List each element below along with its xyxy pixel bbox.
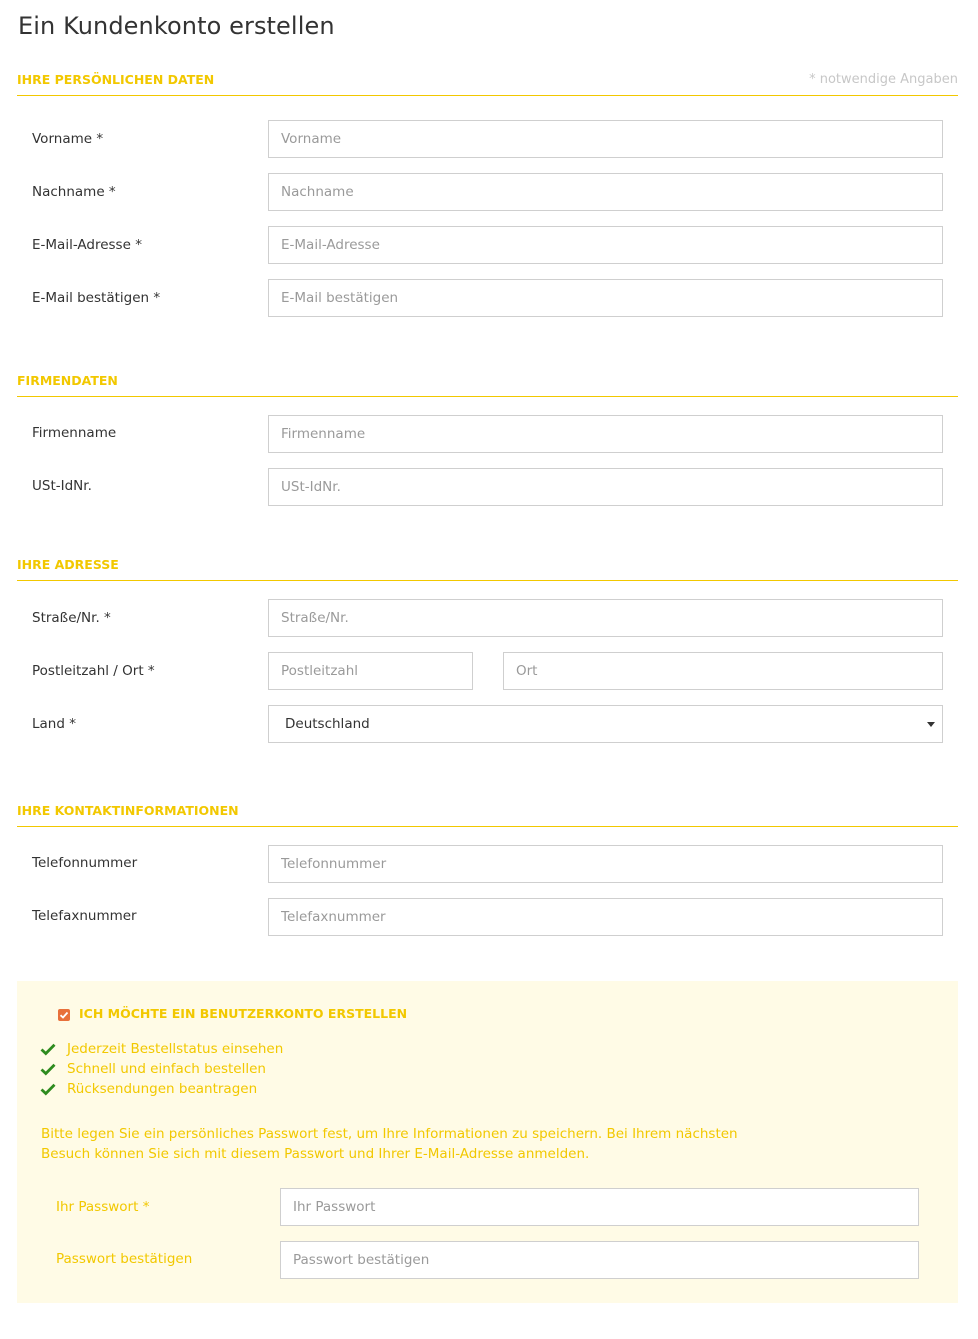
fax-input[interactable] xyxy=(268,898,943,936)
section-personal-title: IHRE PERSÖNLICHEN DATEN xyxy=(17,72,215,87)
lastname-label: Nachname * xyxy=(32,184,116,200)
password-confirm-label: Passwort bestätigen xyxy=(56,1251,193,1267)
benefit-text: Rücksendungen beantragen xyxy=(67,1081,258,1097)
create-account-label[interactable]: ICH MÖCHTE EIN BENUTZERKONTO ERSTELLEN xyxy=(79,1006,408,1021)
country-select-value: Deutschland xyxy=(285,716,370,732)
password-input[interactable] xyxy=(280,1188,919,1226)
section-company-title: FIRMENDATEN xyxy=(17,373,118,388)
section-contact-title: IHRE KONTAKTINFORMATIONEN xyxy=(17,803,239,818)
benefit-text: Jederzeit Bestellstatus einsehen xyxy=(67,1041,284,1057)
vat-input[interactable] xyxy=(268,468,943,506)
section-address-title: IHRE ADRESSE xyxy=(17,557,119,572)
password-info-text xyxy=(41,1124,741,1164)
section-personal-header xyxy=(17,66,958,96)
phone-input[interactable] xyxy=(268,845,943,883)
email-confirm-input[interactable] xyxy=(268,279,943,317)
vat-label: USt-IdNr. xyxy=(32,478,92,494)
company-name-label: Firmenname xyxy=(32,425,117,441)
email-label: E-Mail-Adresse * xyxy=(32,237,142,253)
fax-label: Telefaxnummer xyxy=(32,908,137,924)
email-input[interactable] xyxy=(268,226,943,264)
password-info-line: Besuch können Sie sich mit diesem Passwort und Ihrer E-Mail-Adresse anmelden. xyxy=(41,1146,590,1162)
check-icon xyxy=(40,1043,56,1056)
check-icon xyxy=(40,1083,56,1096)
section-company-header xyxy=(17,367,958,397)
check-icon xyxy=(40,1063,56,1076)
checkmark-icon xyxy=(59,1010,69,1020)
firstname-label: Vorname * xyxy=(32,131,104,147)
required-note: * notwendige Angaben xyxy=(809,72,958,87)
zip-input[interactable] xyxy=(268,652,473,690)
street-label: Straße/Nr. * xyxy=(32,610,111,626)
lastname-input[interactable] xyxy=(268,173,943,211)
phone-label: Telefonnummer xyxy=(32,855,138,871)
street-input[interactable] xyxy=(268,599,943,637)
country-select[interactable] xyxy=(268,705,943,743)
benefit-text: Schnell und einfach bestellen xyxy=(67,1061,266,1077)
country-label: Land * xyxy=(32,716,76,732)
page-title: Ein Kundenkonto erstellen xyxy=(18,12,335,40)
password-label: Ihr Passwort * xyxy=(56,1199,150,1215)
section-address-header xyxy=(17,551,958,581)
email-confirm-label: E-Mail bestätigen * xyxy=(32,290,161,306)
section-contact-header xyxy=(17,797,958,827)
city-input[interactable] xyxy=(503,652,943,690)
password-info-line: Bitte legen Sie ein persönliches Passwort fest, um Ihre Informationen zu speichern. Bei Ihrem nächsten xyxy=(41,1126,738,1142)
create-account-checkbox[interactable] xyxy=(58,1009,70,1021)
password-confirm-input[interactable] xyxy=(280,1241,919,1279)
zip-city-label: Postleitzahl / Ort * xyxy=(32,663,155,679)
company-name-input[interactable] xyxy=(268,415,943,453)
firstname-input[interactable] xyxy=(268,120,943,158)
caret-down-icon xyxy=(927,722,935,727)
